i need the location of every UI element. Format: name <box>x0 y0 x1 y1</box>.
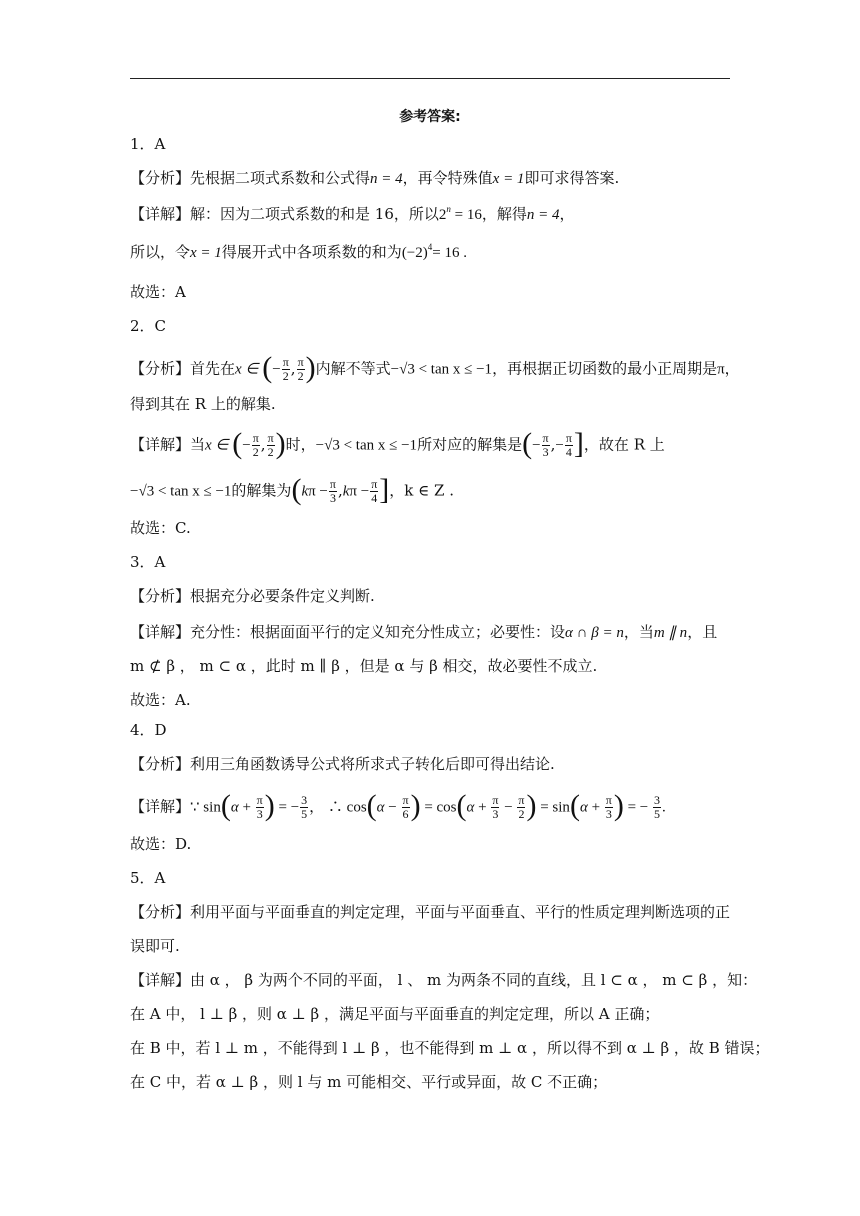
q2-number: 2．C <box>130 317 167 335</box>
q3-detail: 【详解】充分性：根据面面平行的定义知充分性成立；必要性：设α ∩ β = n，当m ∥ n，且 <box>130 623 718 641</box>
q2-detail: 【详解】当x ∈ (− $\frac{\pi}{2}$ , $\frac{\pi}{2}$ )时，−√3 < tan x ≤ −1所对应的解集是(− $\frac{\pi}{3}$ ,− $\frac{\pi}{4}$ ]，故在 R 上 <box>130 426 665 460</box>
q4-analysis: 【分析】利用三角函数诱导公式将所求式子转化后即可得出结论. <box>130 755 555 773</box>
q1-answer: 故选：A <box>130 283 186 301</box>
q2-detail-2: −√3 < tan x ≤ −1的解集为(kπ − $\frac{\pi}{3}$ ,kπ − $\frac{\pi}{4}$ ]，k ∈ Z . <box>130 472 454 506</box>
q5-detail-2: 在 A 中， l ⊥ β ，则 α ⊥ β ，满足平面与平面垂直的判定定理，所以 A 正确； <box>130 1005 660 1023</box>
q2-answer: 故选：C. <box>130 519 191 537</box>
q1-analysis: 【分析】先根据二项式系数和公式得n = 4，再令特殊值x = 1即可求得答案. <box>130 169 620 187</box>
q1-detail-2: 所以，令x = 1得展开式中各项系数的和为$(-2)^4= 16$ . <box>130 242 467 261</box>
q2-analysis: 【分析】首先在x ∈ (− $\frac{\pi}{2}$ , $\frac{\pi}{2}$ )内解不等式−√3 < tan x ≤ −1，再根据正切函数的最小正周期是π， <box>130 350 740 384</box>
q3-number: 3．A <box>130 553 166 571</box>
q5-detail-4: 在 C 中，若 α ⊥ β ，则 l 与 m 可能相交、平行或异面，故 C 不正确； <box>130 1073 608 1091</box>
header-rule <box>130 78 730 79</box>
q4-detail: 【详解】∵ sin(α + $\frac{\pi}{3}$ ) = − $\frac{3}{5}$ ， ∴ cos(α − $\frac{\pi}{6}$ ) = cos(α + $\frac{\pi}{3}$ − $\frac{\pi}{2}$ ) = sin(α + $\frac{\pi}{3}$ ) = − $\frac{3}{5}$ . <box>130 788 666 822</box>
q5-detail: 【详解】由 α ， β 为两个不同的平面， l 、 m 为两条不同的直线，且 l ⊂ α ， m ⊂ β ，知： <box>130 971 758 989</box>
q5-analysis: 【分析】利用平面与平面垂直的判定定理，平面与平面垂直、平行的性质定理判断选项的正 <box>130 903 731 921</box>
q3-detail-2: m ⊄ β ， m ⊂ α ，此时 m ∥ β ，但是 α 与 β 相交，故必要性不成立. <box>130 657 598 675</box>
q3-analysis: 【分析】根据充分必要条件定义判断. <box>130 587 375 605</box>
q1-number: 1．A <box>130 135 166 153</box>
page-title: 参考答案: <box>399 109 461 125</box>
q2-analysis-2: 得到其在 R 上的解集. <box>130 395 276 413</box>
q5-number: 5．A <box>130 869 166 887</box>
q3-answer: 故选：A. <box>130 691 191 709</box>
q1-detail: 【详解】解：因为二项式系数的和是 16，所以2$^n$ = 16，解得n = 4， <box>130 204 575 223</box>
q4-answer: 故选：D. <box>130 835 192 853</box>
q5-detail-3: 在 B 中，若 l ⊥ m ，不能得到 l ⊥ β ，也不能得到 m ⊥ α ，所以得不到 α ⊥ β ，故 B 错误； <box>130 1039 770 1057</box>
q5-analysis-2: 误即可. <box>130 937 180 955</box>
q4-number: 4．D <box>130 721 167 739</box>
